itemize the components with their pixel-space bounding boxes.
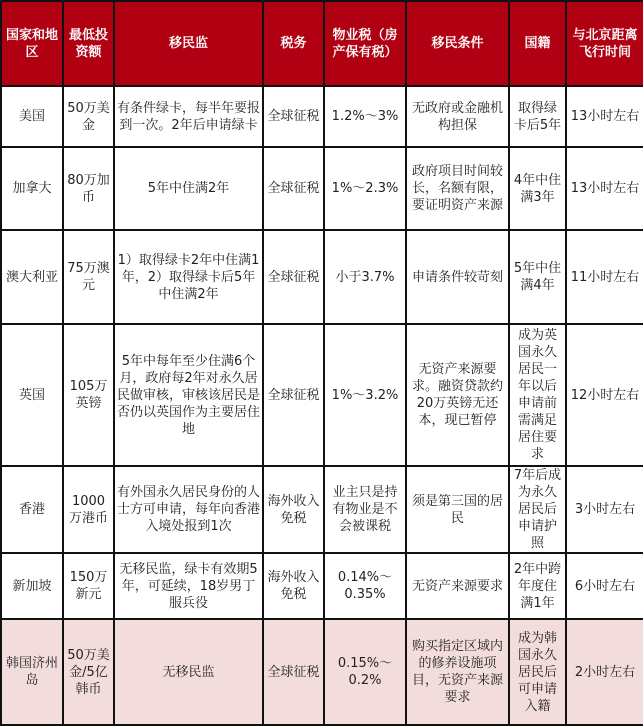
cell-min-investment: 50万美金/5亿韩币: [63, 619, 114, 725]
cell-residency-requirement: 5年中住满2年: [114, 147, 263, 230]
cell-tax: 全球征税: [263, 324, 324, 466]
cell-country: 加拿大: [1, 147, 63, 230]
table-row: [1, 147, 643, 230]
cell-min-investment: 150万新元: [63, 553, 114, 619]
column-header-immigration-conditions: 移民条件: [406, 1, 509, 86]
cell-tax: 全球征税: [263, 86, 324, 147]
cell-residency-requirement: 无移民监，绿卡有效期5年，可延续，18岁男丁服兵役: [114, 553, 263, 619]
cell-citizenship: 7年后成为永久居民后申请护照: [509, 466, 566, 553]
cell-tax: 全球征税: [263, 230, 324, 324]
cell-country: 韩国济州岛: [1, 619, 63, 725]
cell-residency-requirement: 5年中每年至少住满6个月，政府每2年对永久居民做审核，审核该居民是否仍以英国作为主要居住地: [114, 324, 263, 466]
cell-immigration-conditions: 申请条件较苛刻: [406, 230, 509, 324]
table-row: [1, 324, 643, 466]
cell-immigration-conditions: 无资产来源要求: [406, 553, 509, 619]
table-row: [1, 466, 643, 553]
column-header-tax: 税务: [263, 1, 324, 86]
cell-flight-time: 6小时左右: [566, 553, 643, 619]
cell-property-tax: 小于3.7%: [324, 230, 406, 324]
cell-property-tax: 业主只是持有物业是不会被课税: [324, 466, 406, 553]
cell-min-investment: 80万加币: [63, 147, 114, 230]
cell-tax: 全球征税: [263, 147, 324, 230]
cell-property-tax: 1.2%～3%: [324, 86, 406, 147]
cell-property-tax: 0.15%～0.2%: [324, 619, 406, 725]
table-row: [1, 230, 643, 324]
cell-min-investment: 50万美金: [63, 86, 114, 147]
cell-immigration-conditions: 无政府或金融机构担保: [406, 86, 509, 147]
cell-flight-time: 11小时左右: [566, 230, 643, 324]
cell-country: 英国: [1, 324, 63, 466]
column-header-country: 国家和地区: [1, 1, 63, 86]
cell-property-tax: 0.14%～0.35%: [324, 553, 406, 619]
column-header-flight-time: 与北京距离飞行时间: [566, 1, 643, 86]
cell-citizenship: 成为韩国永久居民后可申请入籍: [509, 619, 566, 725]
cell-residency-requirement: 1）取得绿卡2年中住满1年，2）取得绿卡后5年中住满2年: [114, 230, 263, 324]
cell-tax: 全球征税: [263, 619, 324, 725]
table-row: [1, 553, 643, 619]
cell-flight-time: 13小时左右: [566, 86, 643, 147]
cell-residency-requirement: 有条件绿卡，每半年要报到一次。2年后申请绿卡: [114, 86, 263, 147]
cell-citizenship: 5年中住满4年: [509, 230, 566, 324]
column-header-citizenship: 国籍: [509, 1, 566, 86]
cell-country: 美国: [1, 86, 63, 147]
cell-citizenship: 取得绿卡后5年: [509, 86, 566, 147]
cell-immigration-conditions: 购买指定区域内的修养设施项目，无资产来源要求: [406, 619, 509, 725]
cell-min-investment: 105万英镑: [63, 324, 114, 466]
table-row: [1, 86, 643, 147]
table-row: [1, 619, 643, 725]
cell-country: 新加坡: [1, 553, 63, 619]
cell-citizenship: 4年中住满3年: [509, 147, 566, 230]
column-header-residency-requirement: 移民监: [114, 1, 263, 86]
cell-residency-requirement: 无移民监: [114, 619, 263, 725]
column-header-min-investment: 最低投资额: [63, 1, 114, 86]
cell-tax: 海外收入免税: [263, 466, 324, 553]
cell-immigration-conditions: 须是第三国的居民: [406, 466, 509, 553]
cell-flight-time: 2小时左右: [566, 619, 643, 725]
header-row: [1, 1, 643, 86]
cell-flight-time: 13小时左右: [566, 147, 643, 230]
cell-immigration-conditions: 无资产来源要求。融资贷款约20万英镑无还本，现已暂停: [406, 324, 509, 466]
cell-citizenship: 成为英国永久居民一年以后申请前需满足居住要求: [509, 324, 566, 466]
cell-immigration-conditions: 政府项目时间较长，名额有限，要证明资产来源: [406, 147, 509, 230]
cell-property-tax: 1%～2.3%: [324, 147, 406, 230]
column-header-property-tax: 物业税（房产保有税）: [324, 1, 406, 86]
cell-min-investment: 1000万港币: [63, 466, 114, 553]
cell-tax: 海外收入免税: [263, 553, 324, 619]
cell-country: 澳大利亚: [1, 230, 63, 324]
cell-min-investment: 75万澳元: [63, 230, 114, 324]
cell-residency-requirement: 有外国永久居民身份的人士方可申请，每年向香港入境处报到1次: [114, 466, 263, 553]
cell-flight-time: 3小时左右: [566, 466, 643, 553]
cell-flight-time: 12小时左右: [566, 324, 643, 466]
cell-country: 香港: [1, 466, 63, 553]
cell-citizenship: 2年中跨年度住满1年: [509, 553, 566, 619]
cell-property-tax: 1%～3.2%: [324, 324, 406, 466]
